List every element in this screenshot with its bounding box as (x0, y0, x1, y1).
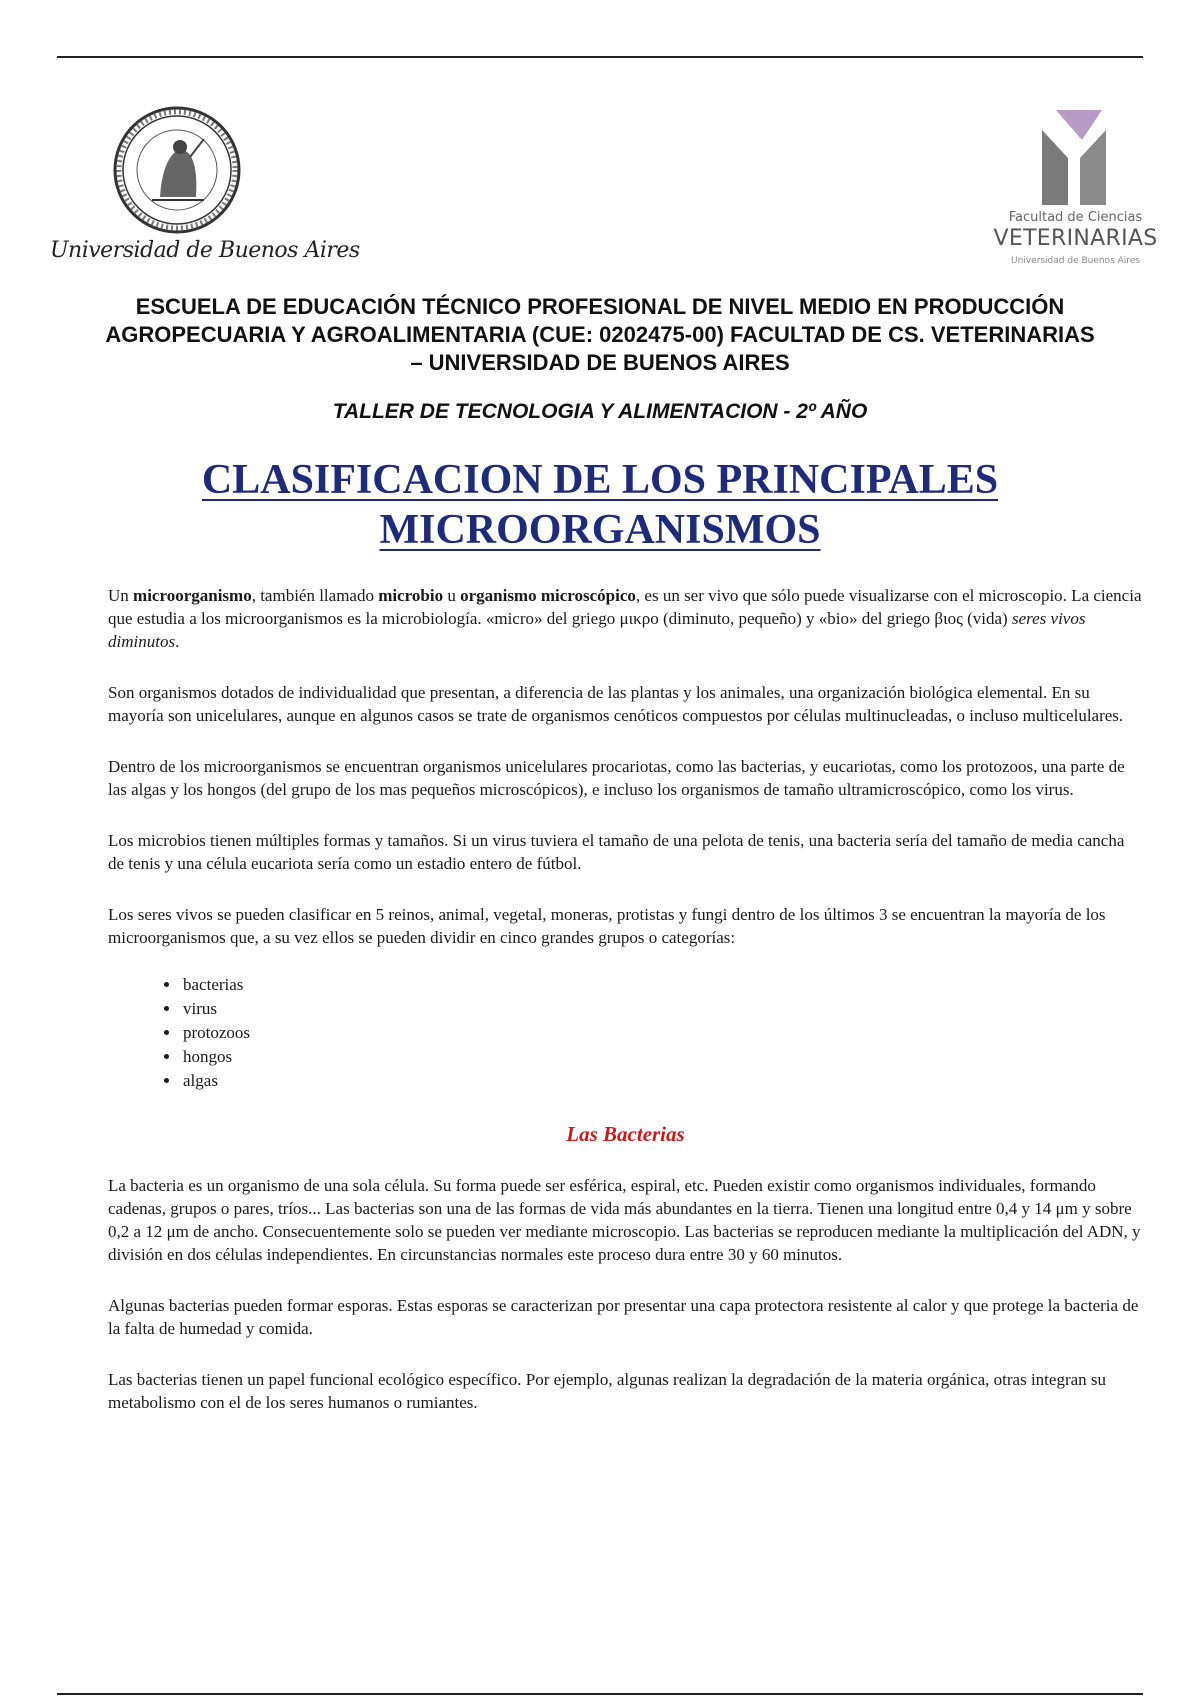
intro-paragraph-5: Los seres vivos se pueden clasificar en 5 reinos, animal, vegetal, moneras, protistas y fungi dentro de los últimos 3 se encuentran la mayoría de los microorganismos que, a su vez ellos se pueden dividir en cinco grandes grupos o categorías: (108, 905, 1106, 947)
top-rule (57, 56, 1143, 58)
list-item: • protozoos (181, 1021, 1143, 1045)
title-line-1: CLASIFICACION DE LOS PRINCIPALES (201, 457, 999, 503)
vet-logo-line1: Facultad de Ciencias (1008, 210, 1143, 225)
text-run: . (175, 632, 180, 651)
categories-list (108, 973, 1143, 1093)
intro-paragraph-2: Son organismos dotados de individualidad que presentan, a diferencia de las plantas y los animales, una organización biológica elemental. En su mayoría son unicelulares, aunque en algunos casos se trate de organismos cenóticos compuestos por células multinucleadas, o incluso multicelulares. (108, 683, 1124, 725)
list-item: • virus (181, 997, 1143, 1021)
vet-logo (993, 110, 1158, 270)
uba-seal-icon (112, 105, 242, 235)
text-run: Un (108, 586, 134, 605)
bottom-rule (57, 1693, 1143, 1695)
term-microorganismo: microorganismo (133, 586, 252, 605)
subject-title: TALLER DE TECNOLOGIA Y ALIMENTACION - 2º AÑO (332, 400, 868, 423)
document-title (100, 455, 1100, 555)
document-body (108, 584, 1143, 1442)
vet-mark-icon (1038, 110, 1110, 205)
bacterias-paragraph-1: La bacteria es un organismo de una sola célula. Su forma puede ser esférica, espiral, etc. Pueden existir como organismos individuales, formando cadenas, grupos o pares, tríos... Las bacterias son una de las formas de vida más abundantes en la tierra. Tienen una longitud entre 0,4 y 14 μm y sobre 0,2 a 12 μm de ancho. Consecuentemente solo se pueden ver mediante microscopio. Las bacterias se reproducen mediante la multiplicación del ADN, y división en dos células independientes. En circunstancias normales este proceso dura entre 30 y 60 minutos. (108, 1176, 1141, 1264)
title-line-2: MICROORGANISMOS (379, 507, 821, 553)
term-organismo-microscopico: organismo microscópico (460, 586, 636, 605)
list-item: • bacterias (181, 973, 1143, 997)
bacterias-paragraph-2: Algunas bacterias pueden formar esporas. Estas esporas se caracterizan por presentar una capa protectora resistente al calor y que protege la bacteria de la falta de humedad y comida. (108, 1296, 1139, 1338)
intro-paragraph-1 (108, 584, 1143, 653)
text-run: u (443, 586, 461, 605)
vet-logo-line3: Universidad de Buenos Aires (1010, 256, 1141, 266)
term-microbio: microbio (378, 586, 444, 605)
section-heading-bacterias: Las Bacterias (566, 1122, 685, 1146)
intro-paragraph-3: Dentro de los microorganismos se encuentran organismos unicelulares procariotas, como las bacterias, y eucariotas, como los protozoos, una parte de las algas y los hongos (del grupo de los mas pequeños microscópicos), e incluso los organismos de tamaño ultramicroscópico, como los virus. (108, 757, 1125, 799)
intro-paragraph-4: Los microbios tienen múltiples formas y tamaños. Si un virus tuviera el tamaño de una pelota de tenis, una bacteria sería del tamaño de media cancha de tenis y una célula eucariota sería como un estadio entero de fútbol. (108, 831, 1125, 873)
school-name: ESCUELA DE EDUCACIÓN TÉCNICO PROFESIONAL DE NIVEL MEDIO EN PRODUCCIÓN AGROPECUARIA Y AGROALIMENTARIA (CUE: 0202475-00) FACULTAD DE CS. VETERINARIAS – UNIVERSIDAD DE BUENOS AIRES (105, 294, 1095, 375)
uba-logo (50, 105, 360, 275)
text-run: , también llamado (251, 586, 379, 605)
bacterias-paragraph-3: Las bacterias tienen un papel funcional ecológico específico. Por ejemplo, algunas realizan la degradación de la materia orgánica, otras integran su metabolismo con el de los seres humanos o rumiantes. (108, 1370, 1107, 1412)
uba-logo-text: Universidad de Buenos Aires (50, 238, 360, 263)
list-item: • algas (181, 1069, 1143, 1093)
italic-phrase: seres vivos diminutos (108, 609, 1086, 651)
vet-logo-line2: VETERINARIAS (993, 226, 1158, 251)
text-run: , es un ser vivo que sólo puede visualizarse con el microscopio. La ciencia que estudia a los microorganismos es la microbiología. «micro» del griego μικρο (diminuto, pequeño) y «bio» del griego βιος (vida) (108, 586, 1142, 628)
list-item: • hongos (181, 1045, 1143, 1069)
